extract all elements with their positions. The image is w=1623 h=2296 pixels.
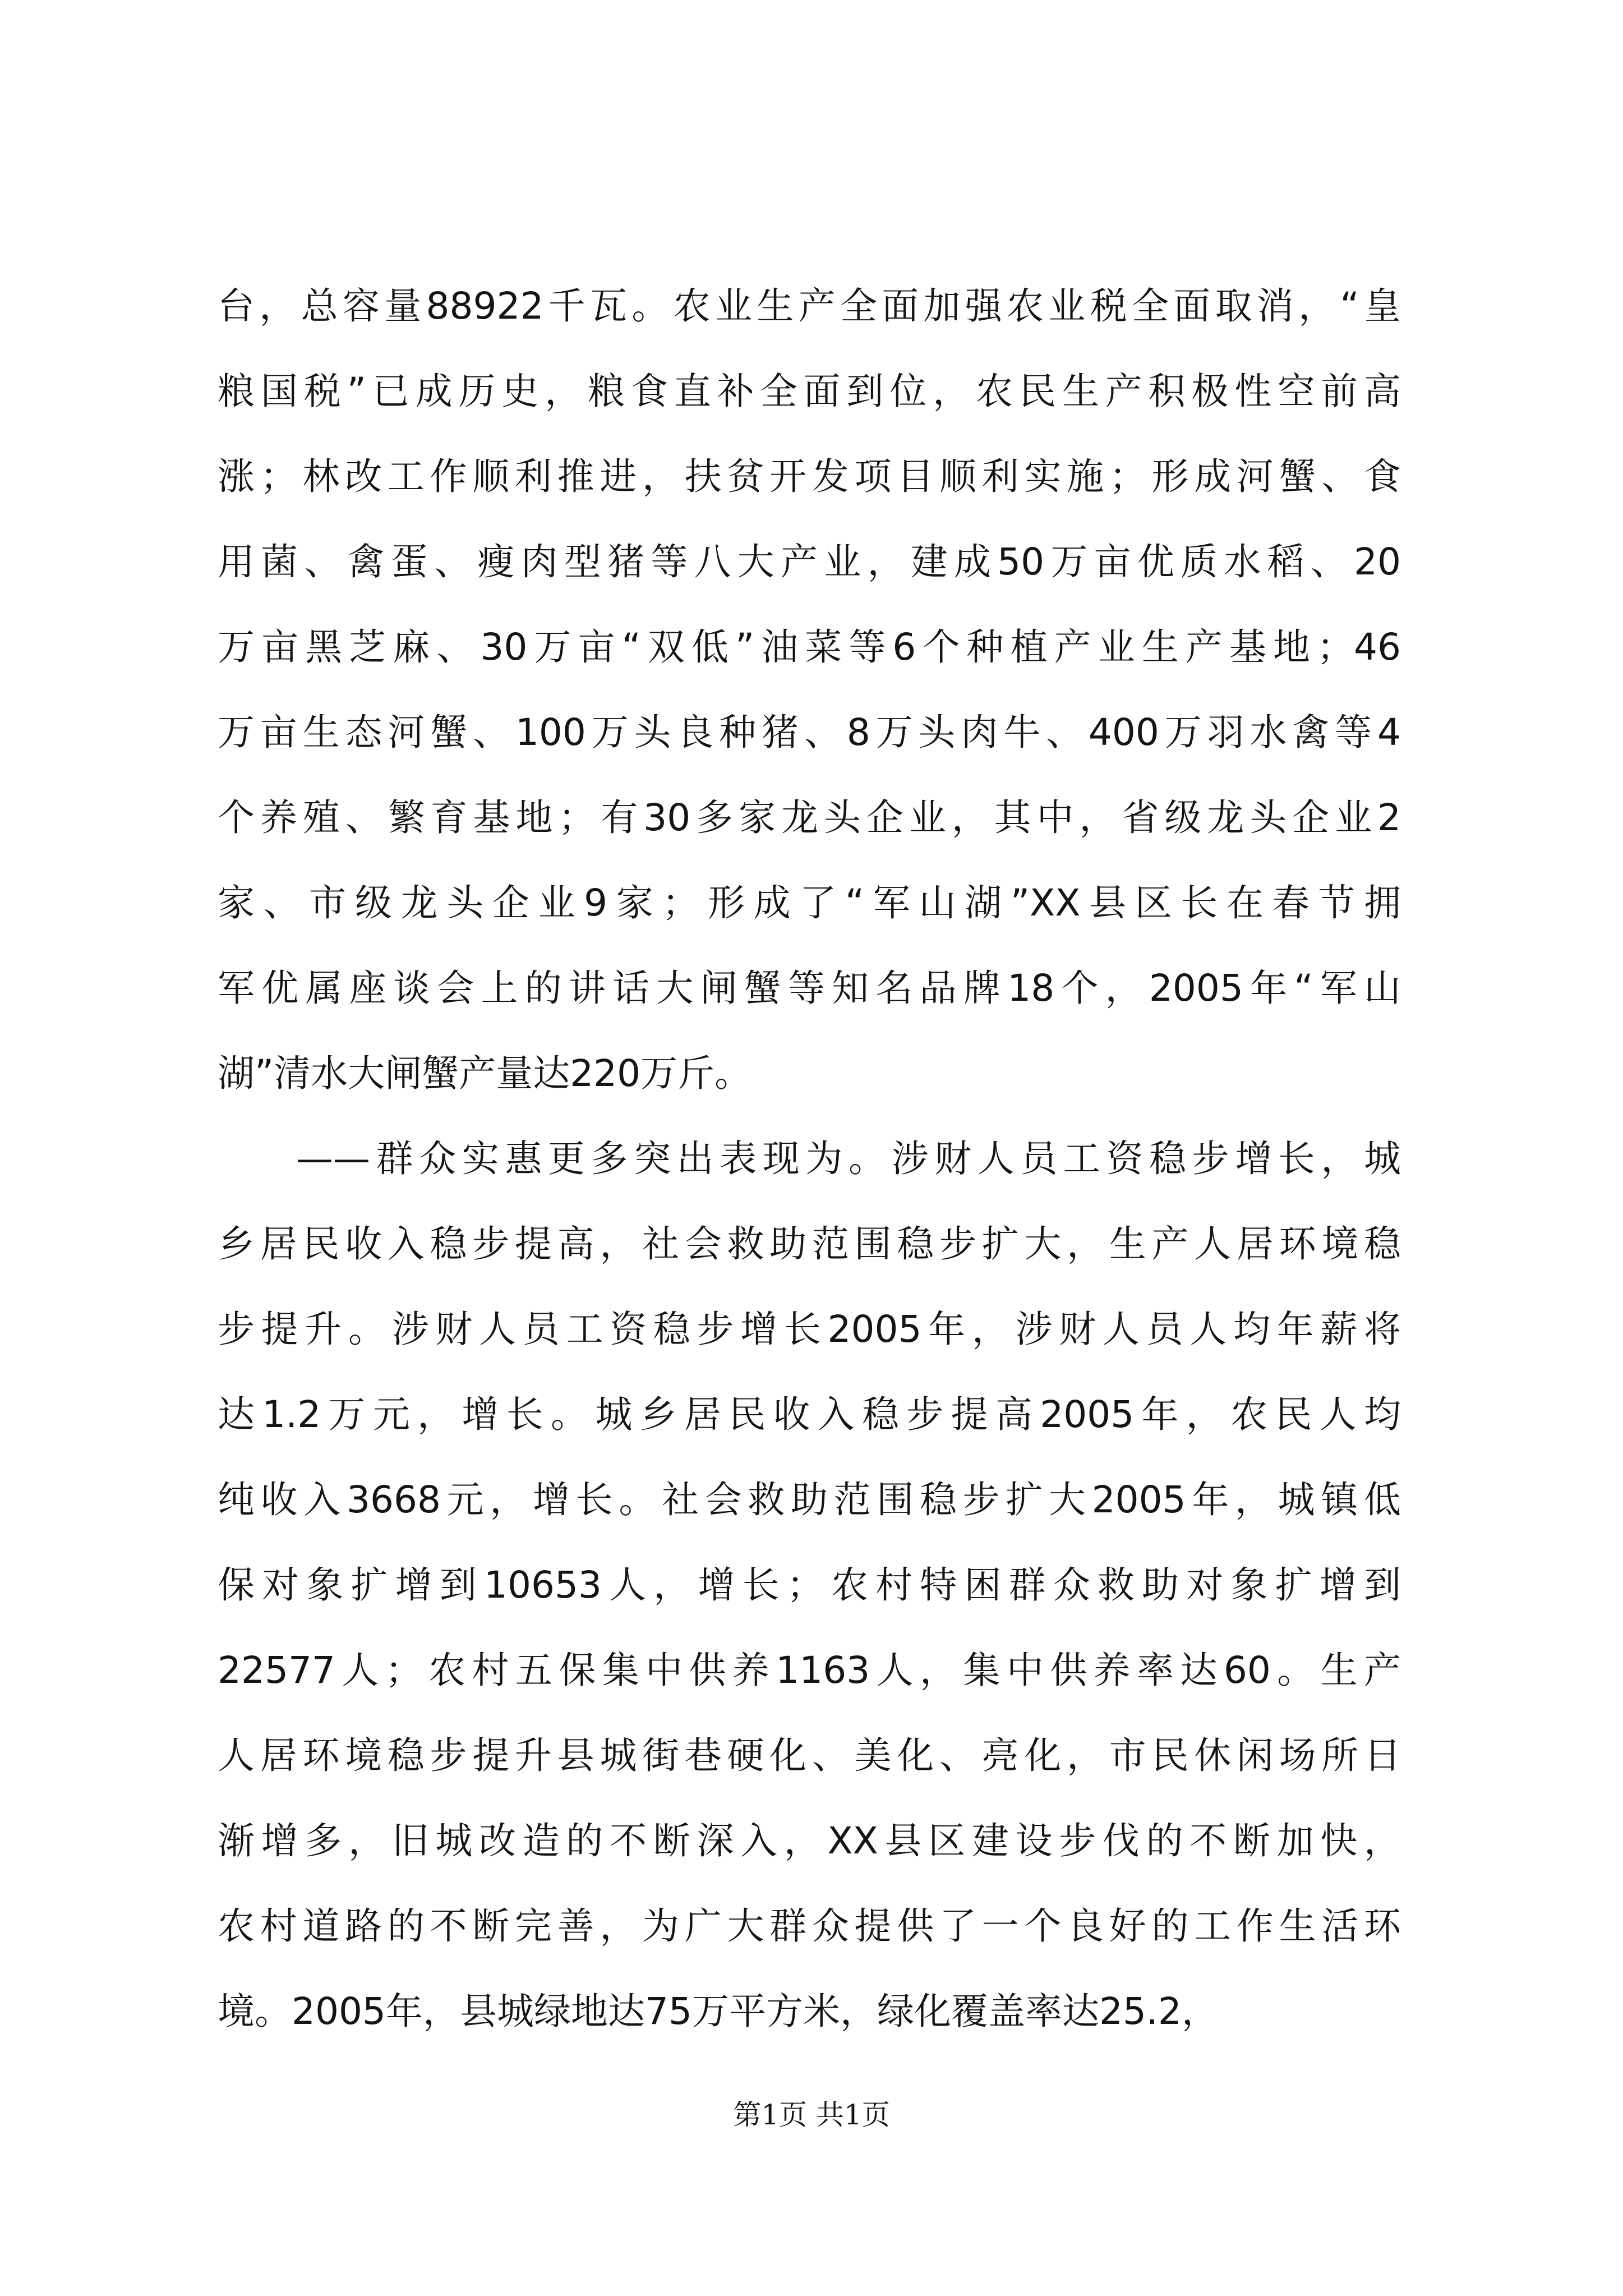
- text-line: 农村道路的不断完善，为广大群众提供了一个良好的工作生活环: [218, 1904, 1401, 1948]
- text-line: 用菌、禽蛋、瘦肉型猪等八大产业，建成50万亩优质水稻、20: [218, 540, 1401, 583]
- page-footer: 第1页 共1页: [733, 2099, 890, 2131]
- text-line: 军优属座谈会上的讲话大闸蟹等知名品牌18个，2005年“军山: [218, 967, 1401, 1010]
- text-line: 家、市级龙头企业9家；形成了“军山湖”XX县区长在春节拥: [218, 881, 1401, 924]
- text-line: 台，总容量88922千瓦。农业生产全面加强农业税全面取消，“皇: [218, 284, 1401, 328]
- text-line: 境。2005年，县城绿地达75万平方米，绿化覆盖率达25.2，: [218, 1990, 1219, 2033]
- text-line: 22577人；农村五保集中供养1163人，集中供养率达60。生产: [218, 1649, 1401, 1692]
- text-line: 乡居民收入稳步提高，社会救助范围稳步扩大，生产人居环境稳: [218, 1222, 1401, 1266]
- text-line: 万亩黑芝麻、30万亩“双低”油菜等6个种植产业生产基地；46: [218, 625, 1401, 669]
- text-line: 湖”清水大闸蟹产量达220万斤。: [218, 1052, 752, 1095]
- text-line: 个养殖、繁育基地；有30多家龙头企业，其中，省级龙头企业2: [218, 796, 1401, 839]
- text-line: 人居环境稳步提升县城街巷硬化、美化、亮化，市民休闲场所日: [218, 1734, 1401, 1777]
- text-line: 纯收入3668元，增长。社会救助范围稳步扩大2005年，城镇低: [218, 1478, 1401, 1521]
- text-line: ——群众实惠更多突出表现为。涉财人员工资稳步增长，城: [296, 1137, 1401, 1180]
- text-line: 保对象扩增到10653人，增长；农村特困群众救助对象扩增到: [218, 1563, 1401, 1607]
- text-line: 粮国税”已成历史，粮食直补全面到位，农民生产积极性空前高: [218, 370, 1401, 413]
- document-body: [218, 264, 1401, 2054]
- text-line: 步提升。涉财人员工资稳步增长2005年，涉财人员人均年薪将: [218, 1308, 1401, 1351]
- text-line: 万亩生态河蟹、100万头良种猪、8万头肉牛、400万羽水禽等4: [218, 711, 1401, 754]
- text-line: 涨；林改工作顺利推进，扶贫开发项目顺利实施；形成河蟹、食: [218, 455, 1401, 498]
- text-line: 达1.2万元，增长。城乡居民收入稳步提高2005年，农民人均: [218, 1393, 1401, 1436]
- text-line: 渐增多，旧城改造的不断深入，XX县区建设步伐的不断加快，: [218, 1819, 1401, 1862]
